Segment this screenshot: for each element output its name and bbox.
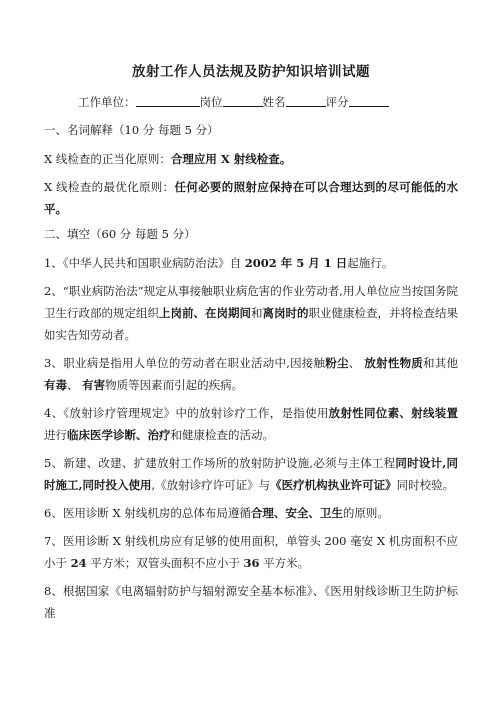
answer-text: 放射性同位素 — [328, 406, 400, 420]
position-blank — [223, 94, 263, 107]
name-blank — [286, 94, 326, 107]
item-text: 平方米；双管头面积不应小于 — [86, 556, 244, 570]
score-blank — [349, 94, 389, 107]
answer-text: 有毒 — [44, 378, 67, 392]
section-heading-1: 一、名词解释（10 分 每题 5 分） — [44, 123, 219, 137]
answer-text: 卫生 — [319, 506, 343, 520]
answer-text: 任何必要的照射应保持在可以合理达到的尽可能低的水平。 — [44, 180, 458, 216]
unit-blank — [136, 94, 200, 107]
item-text: 物质等因素而引起的疾病。 — [105, 378, 244, 392]
item-text: 和 — [251, 306, 263, 320]
item-text: ,《放射诊疗许可证》与 — [151, 478, 271, 492]
answer-text: 《医疗机构执业许可证》 — [270, 478, 397, 492]
answer-text: 放射性物质 — [364, 356, 424, 370]
item-text: 平方米。 — [259, 556, 310, 570]
answer-text: 治疗 — [147, 428, 171, 442]
answer-separator: 、 — [136, 428, 148, 442]
answer-text: 合理应用 X 射线检查。 — [170, 152, 292, 166]
fill-item-4 — [44, 402, 458, 446]
name-label: 姓名 — [262, 95, 286, 109]
answer-text: 临床医学诊断 — [67, 428, 136, 442]
item-text: 7、医用诊断 X 射线机房应有足够的使用面积，单管头 200 毫安 X 机房面积不应小于 — [44, 534, 458, 570]
fill-item-3 — [44, 352, 458, 396]
answer-separator: 、 — [193, 306, 205, 320]
question-text: X 线检查的正当化原则： — [44, 152, 171, 166]
answer-separator: 、 — [399, 406, 412, 420]
answer-text: 在岗期间 — [205, 306, 251, 320]
answer-separator: 、 — [308, 506, 320, 520]
item-text: 同时校验。 — [396, 478, 455, 492]
item-text: 、 — [67, 378, 83, 392]
fill-item-6 — [44, 502, 458, 524]
answer-text: 射线装置 — [411, 406, 459, 420]
item-text: 1、《中华人民共和国职业病防治法》自 — [44, 256, 245, 270]
item-text: 4、《放射诊疗管理规定》中的放射诊疗工作，是指使用 — [44, 406, 329, 420]
fill-item-5 — [44, 452, 458, 496]
answer-text: 36 — [243, 556, 260, 570]
item-text: 3、职业病是指用人单位的劳动者在职业活动中,因接触 — [44, 356, 326, 370]
item-text: 职业健康检查，并将检查结果如实告知劳动者。 — [44, 306, 458, 342]
item-text: 的原则。 — [342, 506, 389, 520]
answer-text: 粉尘 — [325, 356, 349, 370]
item-text: 5、新建、改建、扩建放射工作场所的放射防护设施,必须与主体工程 — [44, 456, 396, 470]
answer-text: 同时设计,同时施工,同时投入使用 — [44, 456, 458, 492]
document-title: 放射工作人员法规及防护知识培训试题 — [132, 64, 370, 80]
item-text: 起施行。 — [347, 256, 394, 270]
question-text: X 线检查的最优化原则： — [44, 180, 175, 194]
info-line — [78, 94, 458, 110]
question-justification — [44, 148, 458, 170]
answer-text: 24 — [70, 556, 87, 570]
score-label: 评分 — [325, 95, 349, 109]
fill-item-8 — [44, 580, 458, 624]
question-optimization — [44, 176, 458, 220]
fill-item-2 — [44, 280, 458, 346]
fill-item-7 — [44, 530, 458, 574]
unit-label: 工作单位： — [78, 95, 136, 109]
answer-text: 2002 年 5 月 1 日 — [244, 256, 348, 270]
item-text: 、 — [348, 356, 365, 370]
item-text: 8、根据国家《电离辐射防护与辐射源安全基本标准》、《医用射线诊断卫生防护标准 — [44, 584, 458, 620]
section-heading-2: 二、填空（60 分 每题 5 分） — [44, 227, 196, 241]
item-text: 2、“职业病防治法”规定从事接触职业病危害的作业劳动者,用人单位应当按国务院卫生行政部的规定组织 — [44, 284, 458, 320]
item-text: 和健康检查的活动。 — [170, 428, 274, 442]
answer-text: 有害 — [82, 378, 106, 392]
answer-text: 合理 — [250, 506, 274, 520]
fill-item-1 — [44, 252, 458, 274]
answer-text: 安全 — [285, 506, 309, 520]
item-text: 进行 — [44, 428, 67, 442]
position-label: 岗位 — [199, 95, 223, 109]
item-text: 和其他 — [423, 356, 459, 370]
answer-text: 离岗时的 — [262, 306, 309, 320]
answer-separator: 、 — [273, 506, 286, 520]
answer-text: 上岗前 — [159, 306, 194, 320]
item-text: 6、医用诊断 X 射线机房的总体布局遵循 — [44, 506, 251, 520]
